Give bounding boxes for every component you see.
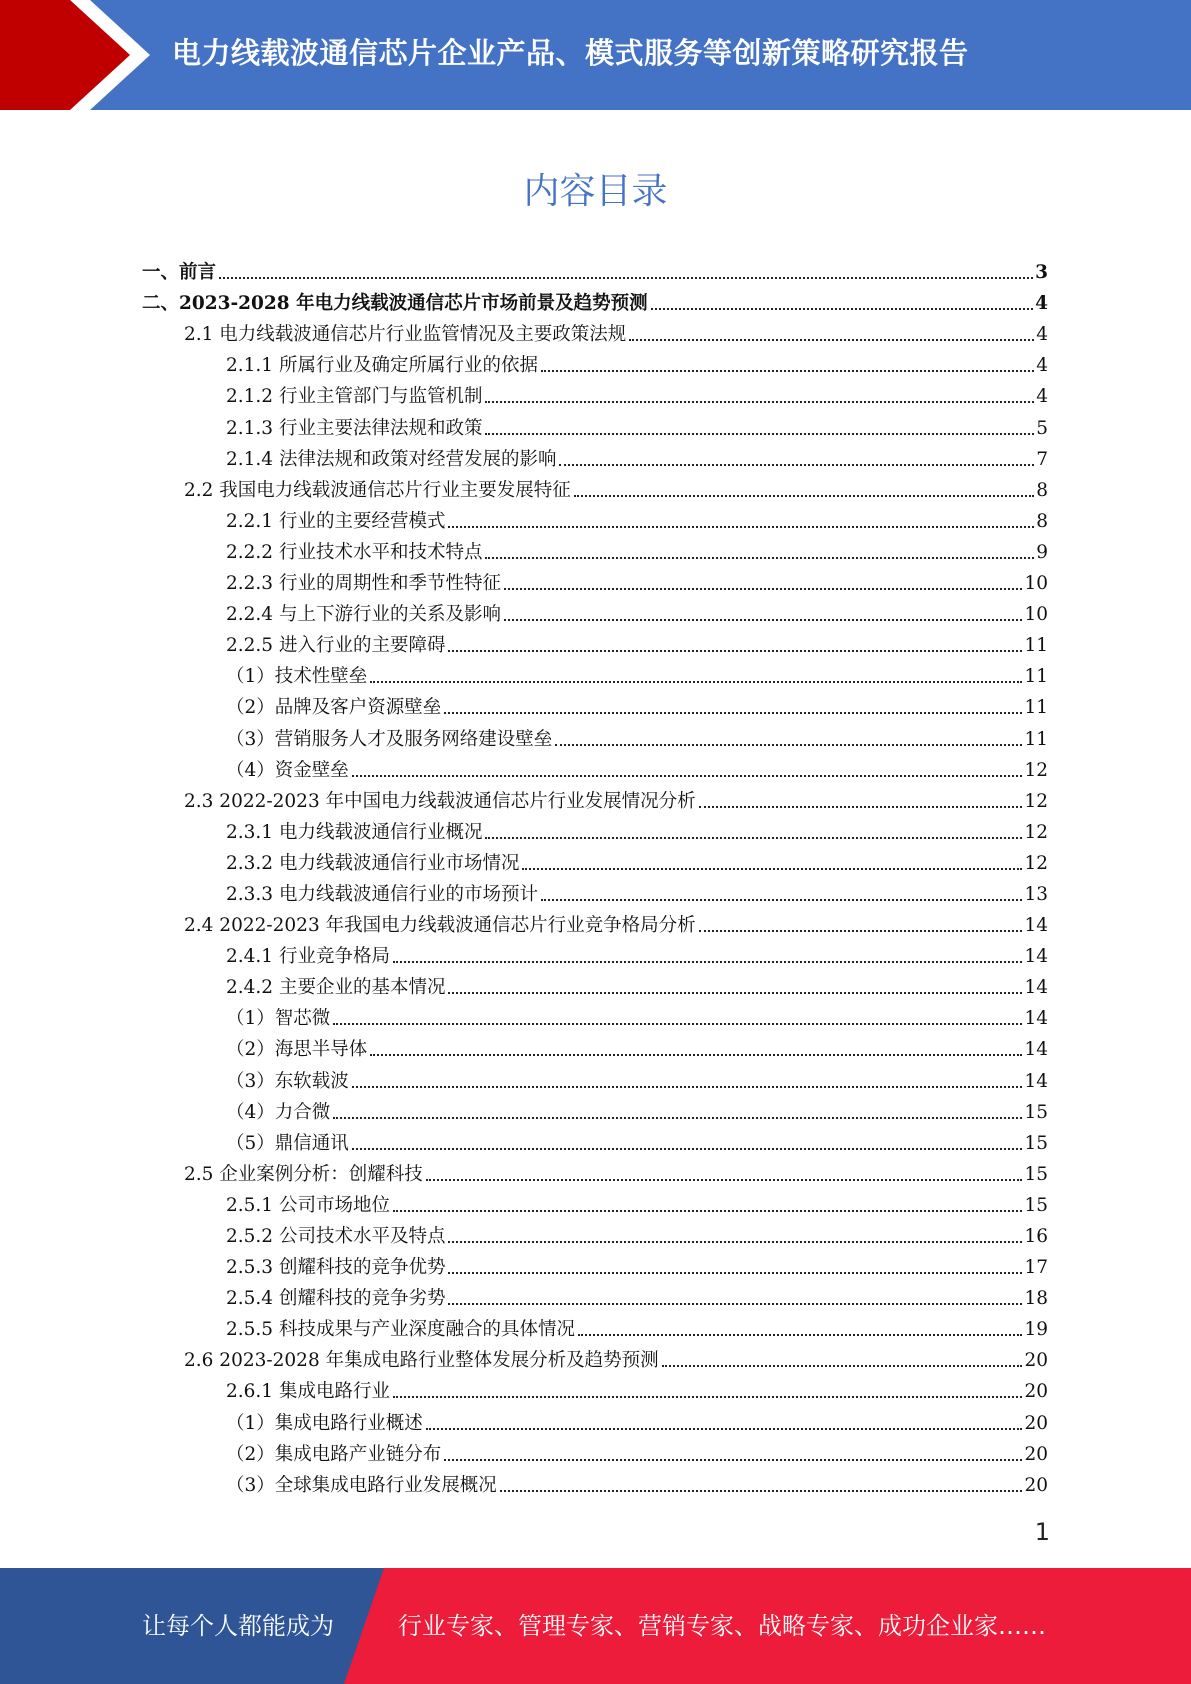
- toc-entry-page: 16: [1024, 1226, 1048, 1247]
- toc-entry-page: 4: [1035, 293, 1048, 315]
- toc-entry[interactable]: [142, 719, 1048, 750]
- toc-leader-dots: [393, 1188, 1022, 1212]
- toc-entry-label: 2.2 我国电力线载波通信芯片行业主要发展特征: [184, 479, 571, 501]
- toc-entry[interactable]: [142, 1030, 1048, 1061]
- toc-entry-label: 2.3.2 电力线载波通信行业市场情况: [226, 852, 520, 874]
- toc-leader-dots: [629, 317, 1034, 341]
- toc-leader-dots: [333, 1095, 1022, 1119]
- toc-entry[interactable]: [142, 1435, 1048, 1466]
- toc-leader-dots: [500, 1468, 1023, 1492]
- toc-entry-page: 9: [1036, 541, 1048, 563]
- toc-leader-dots: [448, 1250, 1022, 1274]
- toc-leader-dots: [578, 1312, 1022, 1336]
- toc-entry-page: 20: [1024, 1443, 1048, 1465]
- toc-entry-page: 12: [1024, 852, 1048, 874]
- toc-entry[interactable]: [142, 346, 1048, 377]
- toc-leader-dots: [448, 628, 1022, 652]
- toc-entry[interactable]: [142, 968, 1048, 999]
- toc-entry-page: 14: [1024, 977, 1048, 999]
- toc-entry[interactable]: [142, 1093, 1048, 1124]
- toc-entry-page: 12: [1024, 790, 1048, 812]
- toc-entry-label: （1）集成电路行业概述: [226, 1412, 423, 1434]
- toc-entry[interactable]: [142, 533, 1048, 564]
- toc-entry-page: 10: [1024, 604, 1048, 626]
- toc-entry-label: 2.2.2 行业技术水平和技术特点: [226, 541, 483, 563]
- toc-entry[interactable]: [142, 906, 1048, 937]
- toc-leader-dots: [448, 1281, 1022, 1305]
- toc-entry[interactable]: [142, 1310, 1048, 1341]
- toc-entry-page: 15: [1024, 1101, 1048, 1123]
- toc-entry-page: 5: [1036, 417, 1048, 439]
- toc-entry[interactable]: [142, 284, 1048, 315]
- toc-leader-dots: [393, 1374, 1022, 1398]
- toc-entry[interactable]: [142, 315, 1048, 346]
- toc-entry-page: 20: [1024, 1350, 1048, 1372]
- toc-entry-label: 2.4 2022-2023 年我国电力线载波通信芯片行业竞争格局分析: [184, 915, 696, 937]
- toc-entry[interactable]: [142, 1186, 1048, 1217]
- toc-leader-dots: [699, 784, 1023, 808]
- toc-entry-label: 2.6 2023-2028 年集成电路行业整体发展分析及趋势预测: [184, 1350, 659, 1372]
- toc-entry[interactable]: [142, 253, 1048, 284]
- toc-entry-page: 11: [1024, 728, 1048, 750]
- toc-entry[interactable]: [142, 1155, 1048, 1186]
- toc-entry-label: 2.3.3 电力线载波通信行业的市场预计: [226, 883, 538, 905]
- toc-entry-page: 10: [1024, 573, 1048, 595]
- toc-entry-label: 2.2.1 行业的主要经营模式: [226, 510, 446, 532]
- toc-entry-label: 2.5.5 科技成果与产业深度融合的具体情况: [226, 1319, 575, 1341]
- toc-entry-label: 2.1.4 法律法规和政策对经营发展的影响: [226, 448, 557, 470]
- toc-leader-dots: [370, 659, 1022, 683]
- toc-leader-dots: [699, 908, 1023, 932]
- toc-leader-dots: [485, 815, 1022, 839]
- toc-entry-page: 4: [1036, 355, 1048, 377]
- toc-leader-dots: [426, 1157, 1023, 1181]
- toc-leader-dots: [504, 597, 1022, 621]
- toc-entry-label: 2.1.1 所属行业及确定所属行业的依据: [226, 355, 538, 377]
- toc-leader-dots: [426, 1406, 1023, 1430]
- toc-entry-label: 2.4.2 主要企业的基本情况: [226, 977, 446, 999]
- toc-leader-dots: [352, 1064, 1023, 1088]
- toc-entry-page: 20: [1024, 1381, 1048, 1403]
- toc-entry[interactable]: [142, 440, 1048, 471]
- toc-leader-dots: [574, 473, 1034, 497]
- toc-entry-page: 14: [1024, 1008, 1048, 1030]
- toc-entry-page: 14: [1024, 915, 1048, 937]
- toc-entry-page: 11: [1024, 635, 1048, 657]
- toc-leader-dots: [370, 1032, 1022, 1056]
- toc-entry-label: （1）技术性壁垒: [226, 666, 368, 688]
- toc-entry-label: 2.1.2 行业主管部门与监管机制: [226, 386, 483, 408]
- toc-entry-page: 15: [1024, 1194, 1048, 1216]
- header-banner: [0, 0, 1191, 110]
- toc-leader-dots: [651, 286, 1034, 310]
- toc-entry-label: 2.2.4 与上下游行业的关系及影响: [226, 604, 501, 626]
- toc-entry[interactable]: [142, 595, 1048, 626]
- toc-entry-label: （4）资金壁垒: [226, 759, 349, 781]
- toc-entry[interactable]: [142, 657, 1048, 688]
- toc-leader-dots: [444, 690, 1022, 714]
- toc-entry[interactable]: [142, 813, 1048, 844]
- toc-leader-dots: [393, 939, 1022, 963]
- toc-entry[interactable]: [142, 937, 1048, 968]
- toc-leader-dots: [448, 1219, 1022, 1243]
- toc-entry-page: 15: [1024, 1132, 1048, 1154]
- toc-heading: 内容目录: [523, 171, 668, 212]
- toc-leader-dots: [448, 504, 1034, 528]
- toc-entry[interactable]: [142, 1403, 1048, 1434]
- toc-entry-label: 2.5.3 创耀科技的竞争优势: [226, 1257, 446, 1279]
- toc-entry-page: 11: [1024, 666, 1048, 688]
- toc-entry[interactable]: [142, 1248, 1048, 1279]
- toc-entry-label: 2.5.2 公司技术水平及特点: [226, 1226, 446, 1247]
- toc-leader-dots: [541, 348, 1034, 372]
- table-of-contents: [142, 253, 1048, 1497]
- toc-entry-page: 7: [1036, 448, 1048, 470]
- toc-leader-dots: [485, 411, 1034, 435]
- toc-entry-page: 20: [1024, 1412, 1048, 1434]
- toc-entry-page: 19: [1024, 1319, 1048, 1341]
- toc-entry-page: 8: [1036, 479, 1048, 501]
- toc-entry-label: （2）品牌及客户资源壁垒: [226, 697, 442, 719]
- toc-entry[interactable]: [142, 1061, 1048, 1092]
- toc-entry-page: 8: [1036, 510, 1048, 532]
- toc-entry-label: 一、前言: [142, 262, 217, 284]
- toc-entry-label: 2.1 电力线载波通信芯片行业监管情况及主要政策法规: [184, 324, 627, 346]
- toc-leader-dots: [352, 1126, 1023, 1150]
- toc-leader-dots: [504, 566, 1022, 590]
- toc-entry-page: 14: [1024, 1070, 1048, 1092]
- toc-entry[interactable]: [142, 1279, 1048, 1310]
- toc-entry-page: 4: [1036, 324, 1048, 346]
- toc-entry-page: 11: [1024, 697, 1048, 719]
- toc-entry-label: 2.3.1 电力线载波通信行业概况: [226, 821, 483, 843]
- toc-entry-label: 2.5.1 公司市场地位: [226, 1194, 390, 1216]
- toc-entry-label: 2.1.3 行业主要法律法规和政策: [226, 417, 483, 439]
- toc-leader-dots: [352, 753, 1023, 777]
- toc-entry-label: （4）力合微: [226, 1101, 331, 1123]
- toc-entry-label: （3）全球集成电路行业发展概况: [226, 1474, 497, 1496]
- toc-entry-label: 2.5 企业案例分析：创耀科技: [184, 1163, 423, 1185]
- toc-leader-dots: [559, 442, 1034, 466]
- toc-entry-page: 13: [1024, 883, 1048, 905]
- toc-entry-label: 2.4.1 行业竞争格局: [226, 946, 390, 968]
- toc-entry[interactable]: [142, 782, 1048, 813]
- toc-entry-label: （3）营销服务人才及服务网络建设壁垒: [226, 728, 553, 750]
- toc-entry-page: 14: [1024, 946, 1048, 968]
- toc-leader-dots: [333, 1001, 1022, 1025]
- toc-leader-dots: [219, 255, 1033, 279]
- toc-entry-label: （1）智芯微: [226, 1008, 331, 1030]
- toc-leader-dots: [448, 970, 1022, 994]
- toc-entry-label: 2.5.4 创耀科技的竞争劣势: [226, 1288, 446, 1310]
- toc-leader-dots: [444, 1437, 1022, 1461]
- toc-entry[interactable]: [142, 564, 1048, 595]
- toc-entry[interactable]: [142, 875, 1048, 906]
- toc-entry[interactable]: [142, 502, 1048, 533]
- toc-entry-label: （3）东软载波: [226, 1070, 349, 1092]
- toc-leader-dots: [485, 379, 1034, 403]
- toc-entry-page: 20: [1024, 1474, 1048, 1496]
- toc-entry-page: 4: [1036, 386, 1048, 408]
- toc-entry-label: 2.3 2022-2023 年中国电力线载波通信芯片行业发展情况分析: [184, 790, 696, 812]
- toc-entry-label: （2）海思半导体: [226, 1039, 368, 1061]
- toc-entry[interactable]: [142, 1341, 1048, 1372]
- toc-entry[interactable]: [142, 1466, 1048, 1497]
- toc-entry[interactable]: [142, 1372, 1048, 1403]
- page-number: 1: [1034, 1518, 1050, 1546]
- toc-entry[interactable]: [142, 1124, 1048, 1155]
- toc-leader-dots: [485, 535, 1034, 559]
- toc-entry[interactable]: [142, 626, 1048, 657]
- report-title: 电力线载波通信芯片企业产品、模式服务等创新策略研究报告: [172, 36, 969, 70]
- toc-entry[interactable]: [142, 999, 1048, 1030]
- toc-entry-page: 15: [1024, 1163, 1048, 1185]
- toc-entry[interactable]: [142, 751, 1048, 782]
- toc-entry[interactable]: [142, 377, 1048, 408]
- toc-entry-label: （5）鼎信通讯: [226, 1132, 349, 1154]
- toc-leader-dots: [662, 1343, 1023, 1367]
- footer-slogan-right: 行业专家、管理专家、营销专家、战略专家、成功企业家……: [398, 1612, 1046, 1640]
- toc-entry-page: 14: [1024, 1039, 1048, 1061]
- toc-entry-label: （2）集成电路产业链分布: [226, 1443, 442, 1465]
- toc-entry-page: 12: [1024, 759, 1048, 781]
- toc-leader-dots: [522, 846, 1022, 870]
- footer-banner: [0, 1568, 1191, 1684]
- toc-leader-dots: [541, 877, 1022, 901]
- toc-entry[interactable]: [142, 408, 1048, 439]
- toc-entry[interactable]: [142, 688, 1048, 719]
- toc-entry-label: 2.6.1 集成电路行业: [226, 1381, 390, 1403]
- toc-entry-label: 2.2.3 行业的周期性和季节性特征: [226, 573, 501, 595]
- toc-entry-page: 18: [1024, 1288, 1048, 1310]
- footer-slogan-left: 让每个人都能成为: [142, 1612, 334, 1640]
- toc-entry-page: 17: [1024, 1257, 1048, 1279]
- toc-leader-dots: [555, 722, 1022, 746]
- toc-entry[interactable]: [142, 471, 1048, 502]
- toc-entry-page: 3: [1035, 262, 1048, 284]
- toc-entry-label: 二、2023-2028 年电力线载波通信芯片市场前景及趋势预测: [142, 293, 648, 315]
- toc-entry[interactable]: [142, 844, 1048, 875]
- toc-entry[interactable]: [142, 1217, 1048, 1248]
- toc-entry-page: 12: [1024, 821, 1048, 843]
- toc-entry-label: 2.2.5 进入行业的主要障碍: [226, 635, 446, 657]
